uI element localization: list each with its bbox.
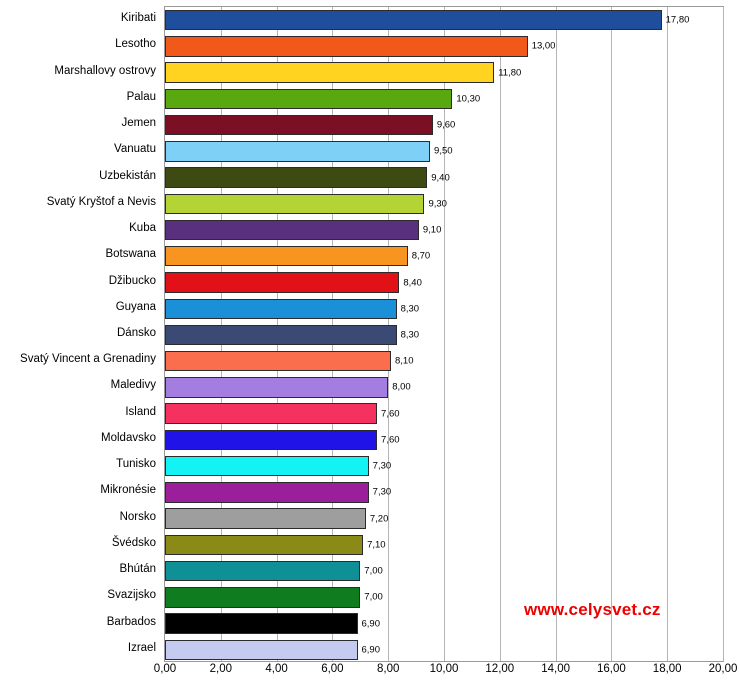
bar-value-label: 8,40	[403, 276, 422, 288]
bar-value-label: 6,90	[361, 617, 380, 629]
bar-value-label: 8,30	[400, 329, 420, 341]
bar-value-label: 7,00	[364, 565, 383, 577]
category-label: Izrael	[127, 641, 156, 654]
category-label: Bhútán	[119, 563, 156, 576]
category-label: Jemen	[121, 117, 156, 130]
bar-value-label: 9,50	[434, 145, 453, 157]
bar-value-label: 9,10	[422, 224, 442, 236]
x-tick-label: 6,00	[321, 663, 344, 675]
bar-value-label: 6,90	[361, 644, 380, 656]
bar[interactable]	[165, 36, 528, 56]
category-label: Island	[125, 405, 156, 418]
category-label: Kiribati	[120, 12, 156, 25]
category-label: Mikronésie	[100, 484, 156, 497]
bar-value-label: 11,80	[498, 66, 522, 78]
gridline	[723, 7, 724, 661]
bar[interactable]	[165, 325, 397, 345]
chart-row	[165, 167, 723, 187]
category-label: Marshallovy ostrovy	[54, 64, 156, 77]
bar-value-label: 7,20	[369, 512, 389, 524]
chart-row	[165, 115, 723, 135]
bar[interactable]	[165, 640, 358, 660]
bar-value-label: 8,70	[411, 250, 431, 262]
category-label: Barbados	[106, 615, 156, 628]
bar-value-label: 7,30	[372, 486, 392, 498]
bar-value-label: 9,60	[436, 119, 456, 131]
bar[interactable]	[165, 115, 433, 135]
chart-row	[165, 640, 723, 660]
x-tick-label: 20,00	[708, 663, 738, 675]
x-tick-label: 14,00	[541, 663, 570, 675]
x-axis-tick-labels	[0, 664, 740, 684]
plot-area	[164, 6, 724, 662]
chart-row	[165, 62, 723, 82]
chart-row	[165, 325, 723, 345]
category-label: Norsko	[119, 510, 156, 523]
category-label: Džibucko	[108, 274, 156, 287]
chart-row	[165, 430, 723, 450]
category-label: Maledivy	[110, 379, 156, 392]
x-tick-label: 4,00	[265, 663, 288, 675]
bar[interactable]	[165, 194, 424, 214]
x-tick-label: 12,00	[485, 663, 515, 675]
bar-value-label: 9,30	[428, 198, 447, 210]
bar-value-label: 8,30	[400, 302, 420, 314]
bar-value-label: 7,00	[364, 591, 383, 603]
chart-row	[165, 89, 723, 109]
bar-value-label: 8,10	[394, 355, 414, 367]
category-label: Vanuatu	[114, 143, 156, 156]
category-label: Svatý Vincent a Grenadiny	[20, 353, 156, 366]
x-tick-label: 8,00	[376, 663, 400, 675]
chart-row	[165, 351, 723, 371]
chart-row	[165, 377, 723, 397]
bar-value-label: 8,00	[392, 381, 411, 393]
category-label: Palau	[126, 90, 156, 103]
category-label: Tunisko	[116, 458, 156, 471]
x-tick-label: 10,00	[429, 663, 459, 675]
bar[interactable]	[165, 456, 369, 476]
bar[interactable]	[165, 167, 427, 187]
bar[interactable]	[165, 246, 408, 266]
bar[interactable]	[165, 89, 452, 109]
x-tick-label: 18,00	[652, 663, 682, 675]
bar[interactable]	[165, 482, 369, 502]
bar[interactable]	[165, 141, 430, 161]
category-label: Moldavsko	[101, 431, 156, 444]
category-label: Kuba	[129, 222, 156, 235]
bar[interactable]	[165, 587, 360, 607]
chart-row	[165, 403, 723, 423]
bar-value-label: 10,30	[456, 93, 481, 105]
x-tick-label: 2,00	[209, 663, 232, 675]
chart-row	[165, 36, 723, 56]
bar[interactable]	[165, 299, 397, 319]
bar-value-label: 13,00	[531, 40, 556, 52]
bar-value-label: 7,60	[381, 434, 400, 446]
category-label: Dánsko	[117, 327, 156, 339]
x-tick-label: 0,00	[153, 663, 177, 675]
bar[interactable]	[165, 10, 662, 30]
bar[interactable]	[165, 535, 363, 555]
bar-value-label: 7,60	[381, 407, 400, 419]
chart-row	[165, 299, 723, 319]
bar[interactable]	[165, 403, 377, 423]
chart-row	[165, 535, 723, 555]
chart-row	[165, 508, 723, 528]
chart-row	[165, 456, 723, 476]
bar[interactable]	[165, 377, 388, 397]
category-label: Svatý Kryštof a Nevis	[46, 195, 156, 208]
x-tick-label: 16,00	[597, 663, 626, 675]
chart-row	[165, 246, 723, 266]
chart-row	[165, 194, 723, 214]
category-label: Botswana	[105, 248, 156, 261]
bar[interactable]	[165, 351, 391, 371]
bar[interactable]	[165, 508, 366, 528]
bar-value-label: 7,30	[372, 460, 392, 472]
bar-value-label: 17,80	[665, 14, 690, 26]
category-label: Guyana	[115, 300, 156, 313]
chart-row	[165, 561, 723, 581]
chart-row	[165, 10, 723, 30]
bar[interactable]	[165, 430, 377, 450]
category-label: Švédsko	[111, 536, 156, 549]
bar[interactable]	[165, 613, 358, 633]
bar-value-label: 9,40	[431, 171, 450, 183]
chart-row	[165, 482, 723, 502]
category-label: Svazijsko	[107, 589, 156, 602]
chart-row	[165, 141, 723, 161]
bar[interactable]	[165, 220, 419, 240]
bar-value-label: 7,10	[367, 539, 386, 551]
category-label: Uzbekistán	[99, 169, 156, 182]
category-label: Lesotho	[115, 38, 156, 51]
bars-container	[165, 7, 723, 661]
chart-row	[165, 220, 723, 240]
bar[interactable]	[165, 561, 360, 581]
bar[interactable]	[165, 62, 494, 82]
watermark-label: www.celysvet.cz	[524, 600, 661, 619]
chart-row	[165, 272, 723, 292]
bar[interactable]	[165, 272, 399, 292]
